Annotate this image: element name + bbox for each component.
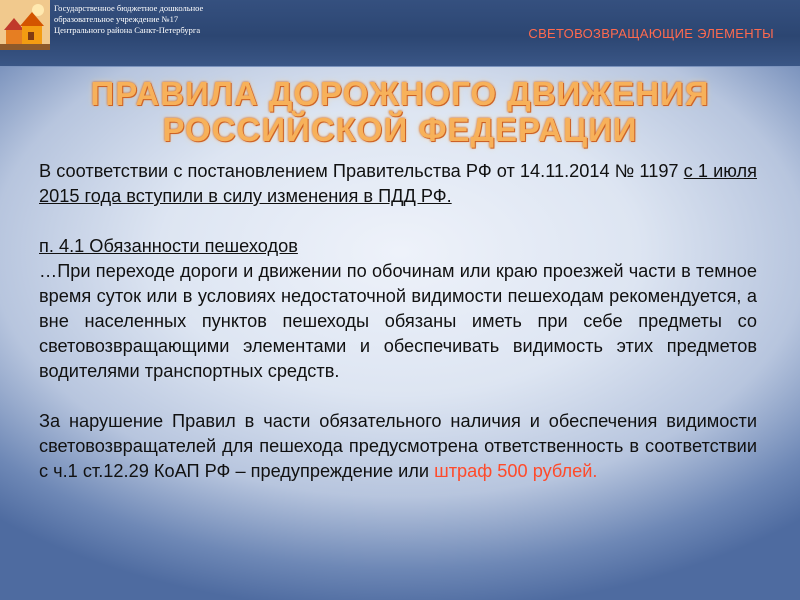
main-content — [39, 159, 757, 484]
organization-name: Государственное бюджетное дошкольное образовательное учреждение №17 Центрального района Санкт-Петербурга — [54, 3, 204, 35]
paragraph-penalty — [39, 409, 757, 484]
decree-text: В соответствии с постановлением Правительства РФ от 14.11.2014 № 1197 — [39, 161, 684, 181]
page-title — [80, 76, 720, 148]
penalty-text: За нарушение Правил в части обязательного наличия и обеспечения видимости световозвращателей для пешехода предусмотрена ответственность в соответствии с ч.1 ст.12.29 КоАП РФ – предупреждение или — [39, 411, 757, 481]
decree-changes-text: с 1 июля 2015 года вступили в силу изменения в ПДД РФ. — [39, 161, 757, 206]
section-heading: п. 4.1 Обязанности пешеходов — [39, 236, 298, 256]
paragraph-pedestrian-duties: …При переходе дороги и движении по обочинам или краю проезжей части в темное время суток или в условиях недостаточной видимости пешеходам рекомендуется, а вне населенных пунктов пешеходы обязаны иметь при себе предметы со световозвращающими элементами и обеспечивать видимость этих предметов водителями транспортных средств. — [39, 261, 757, 381]
fine-amount: штраф 500 рублей. — [434, 461, 598, 481]
paragraph-decree — [39, 159, 757, 209]
title-line-1: ПРАВИЛА ДОРОЖНОГО ДВИЖЕНИЯ — [90, 75, 710, 112]
header-bar — [0, 0, 800, 67]
section-label: СВЕТОВОЗВРАЩАЮЩИЕ ЭЛЕМЕНТЫ — [528, 26, 774, 41]
kindergarten-logo-icon — [0, 0, 50, 50]
title-line-2: РОССИЙСКОЙ ФЕДЕРАЦИИ — [162, 111, 638, 148]
